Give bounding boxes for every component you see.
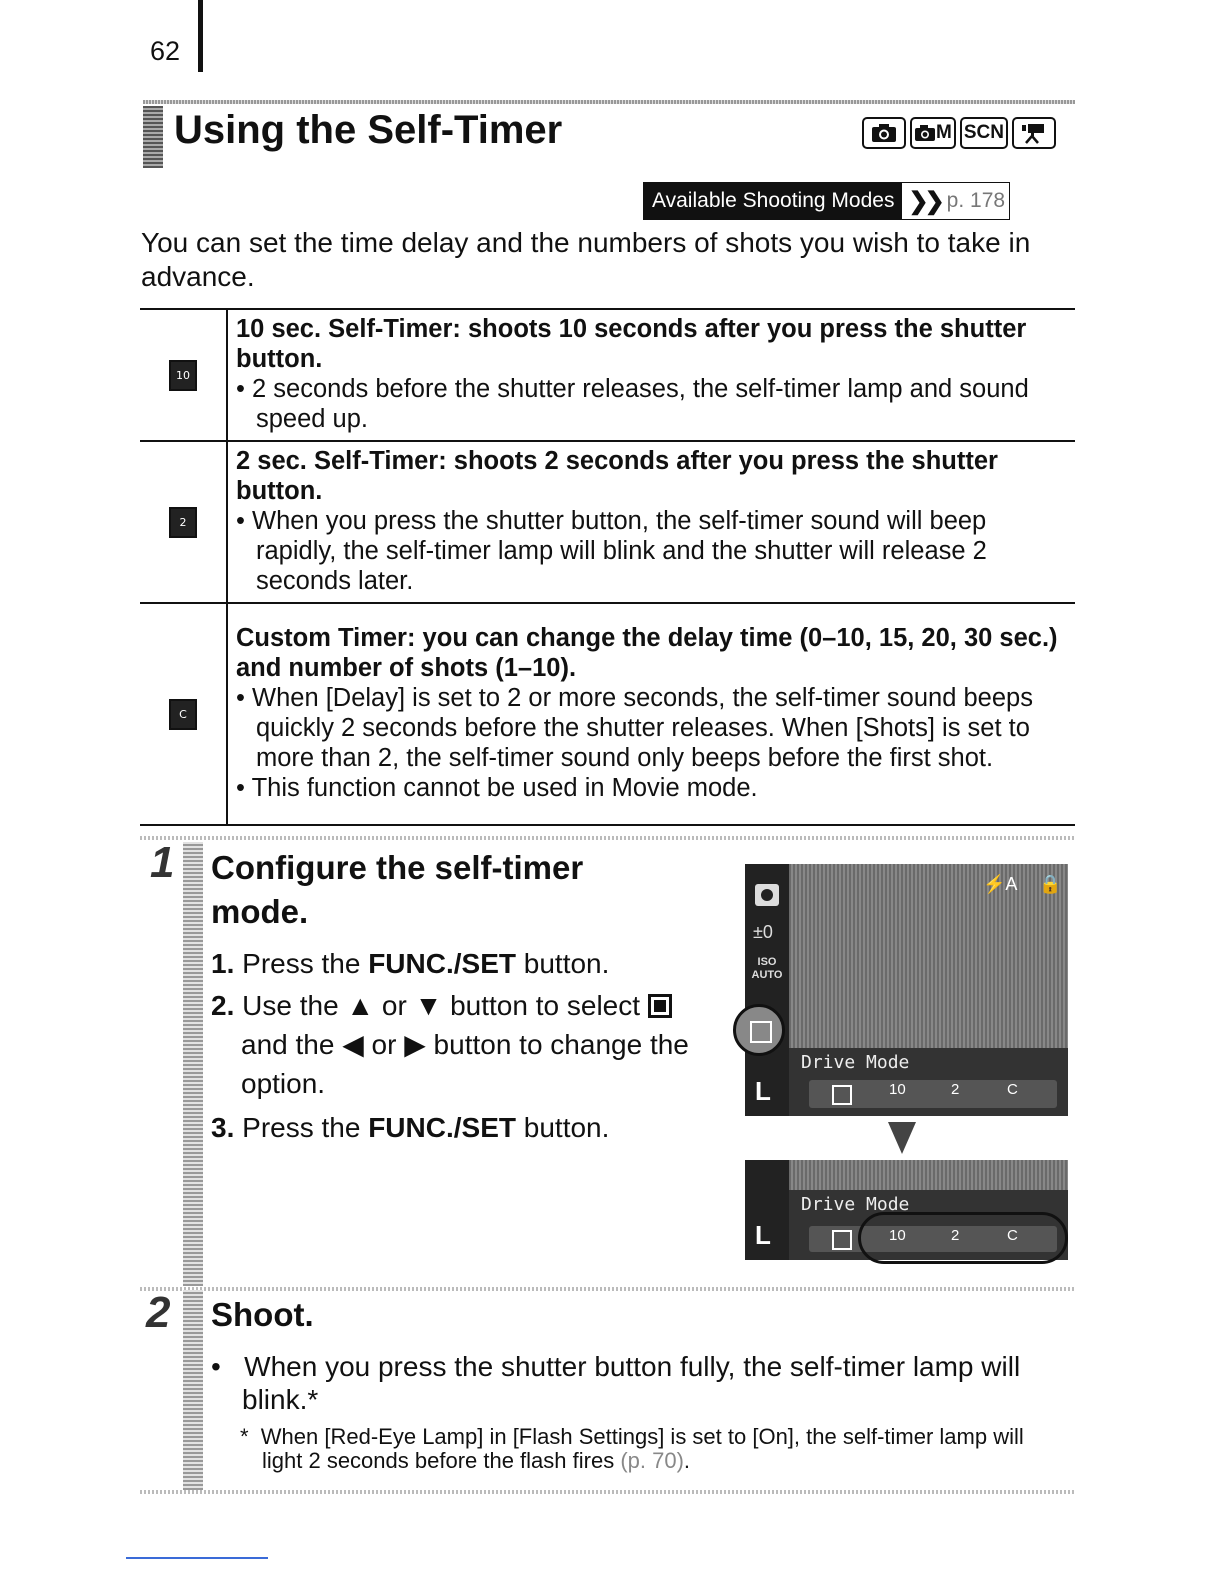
section-divider (140, 1287, 1075, 1291)
section-divider (140, 836, 1075, 840)
timer-mode-bullet: • When [Delay] is set to 2 or more seconds, the self-timer sound beeps quickly 2 seconds before the shutter releases. When [Shots] is set to more than 2, the self-timer sound only beeps before the first shot. (236, 684, 1033, 772)
flash-auto-icon: ⚡A (983, 874, 1018, 894)
timer-mode-bullet: • When you press the shutter button, the self-timer sound will beep rapidly, the self-timer lamp will blink and the shutter will release 2 seconds later. (236, 507, 987, 595)
timer-description (227, 309, 1075, 441)
camera-mode-icon (753, 876, 781, 910)
drive-mode-menu (789, 1048, 1068, 1116)
self-timer-modes-table (140, 308, 1075, 826)
up-arrow-icon: ▲ (346, 990, 375, 1021)
page-number-divider (198, 0, 203, 72)
timer-mode-title: Custom Timer: you can change the delay time (0–10, 15, 20, 30 sec.) and number of shots (1–10). (236, 624, 1058, 682)
self-timer-2-icon: 2 (169, 507, 197, 538)
camera-auto-icon (862, 117, 906, 149)
timer-mode-title: 2 sec. Self-Timer: shoots 2 seconds after you press the shutter button. (236, 447, 998, 505)
double-chevron-right-icon: ❯❯ (908, 187, 941, 215)
camera-screen-1 (745, 864, 1068, 1116)
timer-mode-bullet: • This function cannot be used in Movie mode. (236, 774, 758, 802)
available-modes-label: Available Shooting Modes (644, 183, 902, 219)
page-number: 62 (150, 36, 181, 66)
step-1-substep-3: 3. Press the FUNC./SET button. (211, 1112, 610, 1143)
camera-manual-icon (910, 117, 956, 149)
timer-2-option-icon[interactable]: 2 (951, 1227, 960, 1244)
table-row (140, 309, 1075, 441)
exposure-label: ±0 (753, 922, 773, 942)
iso-label: ISO AUTO (751, 956, 783, 981)
timer-10-option-icon[interactable]: 10 (889, 1227, 906, 1244)
single-shot-option-icon[interactable] (832, 1230, 852, 1250)
available-shooting-modes-bar (643, 182, 1010, 220)
single-shot-option-icon[interactable] (832, 1085, 852, 1105)
movie-mode-icon (1012, 117, 1056, 149)
step-2-footnote: * When [Red-Eye Lamp] in [Flash Settings] is set to [On], the self-timer lamp will light 2 seconds before the flash fires (p. 70). (240, 1424, 1024, 1473)
available-modes-reference[interactable] (902, 183, 1009, 219)
camera-side-menu (745, 864, 789, 1116)
step-2-title: Shoot. (211, 1296, 314, 1333)
down-arrow-icon (886, 1120, 918, 1156)
right-arrow-icon: ▶ (404, 1029, 426, 1060)
single-shot-icon (648, 994, 672, 1018)
step-2-number: 2 (146, 1288, 171, 1337)
footnote-page-ref[interactable]: (p. 70) (620, 1448, 684, 1473)
drive-mode-label: Drive Mode (801, 1052, 910, 1073)
table-row (140, 441, 1075, 603)
available-modes-page-ref: p. 178 (946, 189, 1006, 212)
step-2-bar (183, 1290, 203, 1490)
timer-description (227, 603, 1075, 825)
scn-mode-icon: SCN (960, 117, 1008, 149)
timer-mode-title: 10 sec. Self-Timer: shoots 10 seconds after you press the shutter button. (236, 315, 1027, 373)
manual-mode-label: M (936, 122, 952, 143)
timer-2-option-icon[interactable]: 2 (951, 1081, 960, 1098)
title-marker (143, 106, 163, 168)
custom-timer-option-icon[interactable]: C (1007, 1227, 1018, 1244)
timer-icon-cell (140, 441, 227, 603)
custom-timer-option-icon[interactable]: C (1007, 1081, 1018, 1098)
step-1-bar (183, 842, 203, 1286)
custom-timer-icon: C (169, 699, 197, 730)
left-arrow-icon: ◀ (342, 1029, 364, 1060)
step-2-bullet: • When you press the shutter button fully, the self-timer lamp will blink.* (211, 1351, 1021, 1415)
step-1-number: 1 (150, 838, 175, 887)
lock-icon: 🔒 (1039, 874, 1062, 894)
step-1-title: Configure the self-timer mode. (211, 849, 584, 930)
footer-line (126, 1557, 268, 1559)
section-divider (140, 1490, 1075, 1494)
timer-options-highlight (858, 1212, 1068, 1264)
shooting-mode-icons (862, 117, 1056, 149)
table-row (140, 603, 1075, 825)
self-timer-10-icon: 10 (169, 360, 197, 391)
title-rule (143, 100, 1075, 104)
image-size-label: L (755, 1220, 771, 1250)
down-arrow-icon: ▼ (414, 990, 443, 1021)
intro-text: You can set the time delay and the numbers of shots you wish to take in advance. (141, 227, 1031, 292)
timer-10-option-icon[interactable]: 10 (889, 1081, 906, 1098)
timer-mode-bullet: • 2 seconds before the shutter releases, the self-timer lamp and sound speed up. (236, 375, 1029, 433)
timer-description (227, 441, 1075, 603)
step-1-substep-2: 2. Use the ▲ or ▼ button to select and the ◀ or ▶ button to change the option. (211, 990, 689, 1099)
single-shot-icon (750, 1021, 772, 1043)
camera-side-menu (745, 1160, 789, 1260)
image-size-label: L (755, 1076, 771, 1106)
timer-icon-cell (140, 603, 227, 825)
step-1-substep-1: 1. Press the FUNC./SET button. (211, 948, 610, 979)
page-title: Using the Self-Timer (174, 108, 563, 152)
timer-icon-cell (140, 309, 227, 441)
drive-mode-label: Drive Mode (801, 1194, 910, 1215)
selected-drive-icon-highlight (733, 1004, 785, 1056)
